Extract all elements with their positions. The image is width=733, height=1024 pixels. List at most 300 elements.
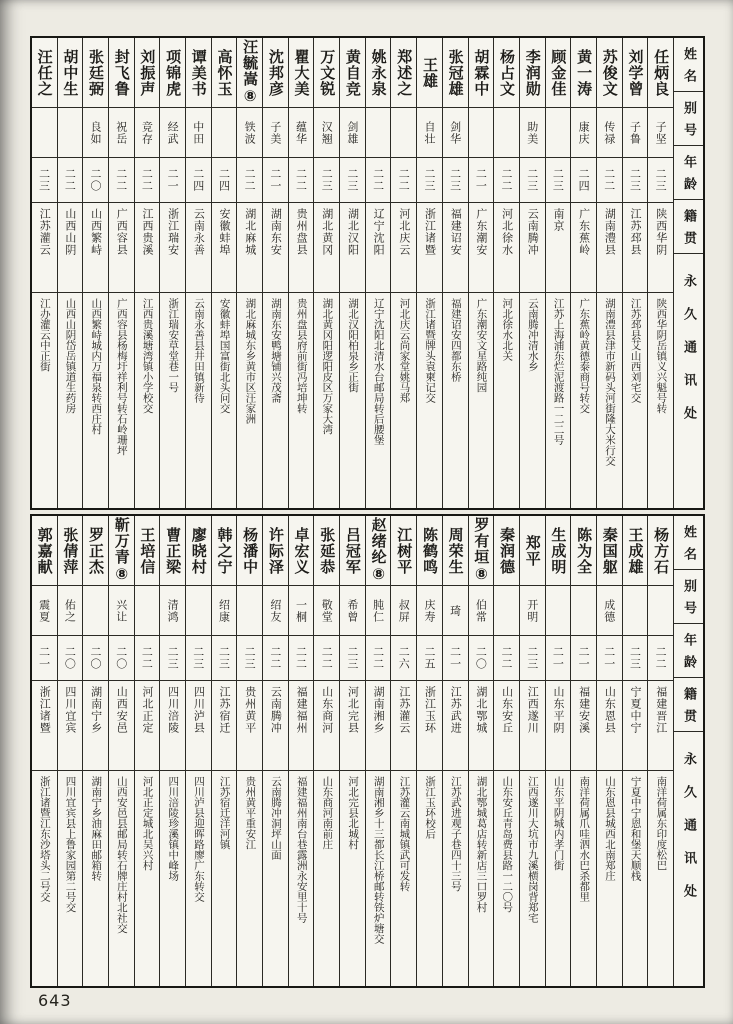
- header-native: 籍贯: [674, 678, 703, 732]
- person-name: 秦润德: [494, 516, 519, 586]
- person-name: 廖晓村: [186, 516, 211, 586]
- person-column: [108, 516, 134, 986]
- person-name: 曹正梁: [160, 516, 185, 586]
- person-native: 福建诏安: [443, 203, 468, 293]
- person-native: 江苏宿迁: [212, 681, 237, 771]
- person-native: 山东安丘: [494, 681, 519, 771]
- person-name: 黄自竞: [340, 38, 365, 108]
- person-alias: 叔屏: [391, 586, 416, 636]
- person-alias: 成德: [597, 586, 622, 636]
- person-age: 二一: [263, 158, 288, 203]
- person-age: 二二: [494, 158, 519, 203]
- person-name: 杨潘中: [237, 516, 262, 586]
- person-alias: 剑雄: [340, 108, 365, 158]
- person-alias: 康庆: [571, 108, 596, 158]
- person-column: [442, 516, 468, 986]
- person-name: 许际泽: [263, 516, 288, 586]
- person-age: 二三: [340, 636, 365, 681]
- person-address: 福建福州南台巷露洲永安里十号: [295, 776, 308, 923]
- person-column: [185, 516, 211, 986]
- person-name: 靳万青⑧: [109, 516, 134, 586]
- person-address: 浙江瑞安草堂巷一号: [167, 298, 180, 393]
- person-address: 江西贵溪塘湾镇小学校交: [141, 298, 154, 414]
- person-alias: 清鸿: [160, 586, 185, 636]
- person-age: 二三: [314, 158, 339, 203]
- person-native: 陕西华阴: [648, 203, 673, 293]
- person-column: [493, 38, 519, 508]
- person-age: 二二: [366, 636, 391, 681]
- person-alias: [212, 108, 237, 158]
- person-name: 封飞鲁: [109, 38, 134, 108]
- person-column: [442, 38, 468, 508]
- header-address: 永久通讯处: [681, 752, 696, 917]
- person-column: [596, 516, 622, 986]
- person-age: 二二: [366, 158, 391, 203]
- person-column: [365, 38, 391, 508]
- person-name: 苏俊文: [597, 38, 622, 108]
- person-address: 云南腾冲洞坪山面: [270, 776, 283, 860]
- person-address: 江西遂川大坑市九溪横岗背郑宅: [526, 776, 539, 923]
- person-alias: 祝岳: [109, 108, 134, 158]
- person-column: [493, 516, 519, 986]
- person-native: 浙江诸暨: [417, 203, 442, 293]
- person-age: 二三: [417, 158, 442, 203]
- person-column: [159, 516, 185, 986]
- person-native: 辽宁沈阳: [366, 203, 391, 293]
- person-alias: [648, 586, 673, 636]
- person-alias: [571, 586, 596, 636]
- person-column: [313, 516, 339, 986]
- person-name: 江树平: [391, 516, 416, 586]
- person-alias: 汉翘: [314, 108, 339, 158]
- person-address: 湖南湘乡十三都长江桥邮转铁炉塘交: [372, 776, 385, 944]
- person-alias: 铁波: [237, 108, 262, 158]
- person-alias: 子鲁: [623, 108, 648, 158]
- person-name: 王培信: [135, 516, 160, 586]
- person-name: 黄一涛: [571, 38, 596, 108]
- person-column: [622, 38, 648, 508]
- person-name: 张冠雄: [443, 38, 468, 108]
- person-address: 广东潮安文星路纯园: [475, 298, 488, 393]
- person-alias: [469, 108, 494, 158]
- person-address: 江苏宿迁洋河镇: [218, 776, 231, 850]
- person-column: [288, 38, 314, 508]
- person-age: 二三: [32, 158, 57, 203]
- person-address: 四川泸县迎晖路廖广东转交: [192, 776, 205, 902]
- person-name: 刘振声: [135, 38, 160, 108]
- person-alias: 伯常: [469, 586, 494, 636]
- person-native: 河北徐水: [494, 203, 519, 293]
- person-address: 河北徐水北关: [501, 298, 514, 361]
- person-column: [545, 516, 571, 986]
- person-alias: [366, 108, 391, 158]
- person-address: 贵州黄平重安江: [244, 776, 257, 850]
- person-alias: 佑之: [58, 586, 83, 636]
- person-alias: 琦: [443, 586, 468, 636]
- person-address: 四川宜宾县上鲁家园第二号交: [64, 776, 77, 913]
- person-name: 顾金佳: [546, 38, 571, 108]
- person-alias: 传禄: [597, 108, 622, 158]
- person-address: 浙江诸暨牌头袁柬记交: [424, 298, 437, 403]
- person-address: 江苏武进观子巷四十三号: [449, 776, 462, 892]
- person-column: [622, 516, 648, 986]
- person-address: 辽宁沈阳北清水台邮局转后腰堡: [372, 298, 385, 445]
- person-age: 二〇: [83, 158, 108, 203]
- person-column: [313, 38, 339, 508]
- person-alias: 自壮: [417, 108, 442, 158]
- person-name: 吕冠军: [340, 516, 365, 586]
- person-alias: [32, 108, 57, 158]
- person-column: [416, 38, 442, 508]
- person-age: 二二: [494, 636, 519, 681]
- person-native: 江苏邳县: [623, 203, 648, 293]
- person-alias: [83, 586, 108, 636]
- person-native: 湖北汉阳: [340, 203, 365, 293]
- person-column: [468, 38, 494, 508]
- person-name: 项锦虎: [160, 38, 185, 108]
- person-age: 二二: [289, 158, 314, 203]
- person-age: 二一: [597, 636, 622, 681]
- person-alias: 经武: [160, 108, 185, 158]
- person-column: [519, 516, 545, 986]
- person-age: 二一: [469, 158, 494, 203]
- header-alias: 别号: [674, 92, 703, 146]
- person-name: 罗正杰: [83, 516, 108, 586]
- person-alias: [494, 586, 519, 636]
- person-column: [32, 516, 57, 986]
- person-native: 贵州黄平: [237, 681, 262, 771]
- person-address: 湖北麻城东乡黄市区汪家洲: [244, 298, 257, 424]
- person-column: [365, 516, 391, 986]
- person-column: [647, 516, 673, 986]
- person-name: 高怀玉: [212, 38, 237, 108]
- person-alias: 希曾: [340, 586, 365, 636]
- person-age: 二三: [212, 636, 237, 681]
- person-age: 二二: [135, 636, 160, 681]
- person-name: 杨占文: [494, 38, 519, 108]
- person-native: 福建福州: [289, 681, 314, 771]
- person-alias: [494, 108, 519, 158]
- person-native: 广东蕉岭: [571, 203, 596, 293]
- person-age: 二三: [520, 158, 545, 203]
- person-age: 二三: [648, 158, 673, 203]
- person-name: 胡中生: [58, 38, 83, 108]
- person-age: 二四: [212, 158, 237, 203]
- person-native: 河北正定: [135, 681, 160, 771]
- person-age: 二一: [443, 636, 468, 681]
- person-column: [416, 516, 442, 986]
- person-address: 南洋荷属东印度松巴: [655, 776, 668, 871]
- person-native: 河北完县: [340, 681, 365, 771]
- person-name: 韩之宁: [212, 516, 237, 586]
- person-column: [108, 38, 134, 508]
- person-native: 云南腾冲: [263, 681, 288, 771]
- person-column: [390, 38, 416, 508]
- person-name: 周荣生: [443, 516, 468, 586]
- person-native: 江苏灌云: [32, 203, 57, 293]
- person-column: [339, 38, 365, 508]
- person-address: 山西繁峙城内万福泉转西庄村: [90, 298, 103, 435]
- person-alias: [135, 586, 160, 636]
- person-native: 云南永善: [186, 203, 211, 293]
- person-age: 二〇: [469, 636, 494, 681]
- person-column: [134, 516, 160, 986]
- person-column: [570, 516, 596, 986]
- person-name: 李润勋: [520, 38, 545, 108]
- person-address: 江苏灌云南城镇武可发转: [398, 776, 411, 892]
- header-native: 籍贯: [674, 200, 703, 254]
- person-address: 浙江玉环校后: [424, 776, 437, 839]
- person-native: 福建晋江: [648, 681, 673, 771]
- person-address: 山西山阴岱岳镇道生药房: [64, 298, 77, 414]
- person-name: 刘学曾: [623, 38, 648, 108]
- person-column: [211, 38, 237, 508]
- person-age: 二二: [237, 158, 262, 203]
- person-name: 姚永泉: [366, 38, 391, 108]
- person-age: 二二: [135, 158, 160, 203]
- header-column: [673, 38, 703, 508]
- person-native: 湖南东安: [263, 203, 288, 293]
- person-column: [570, 38, 596, 508]
- person-name: 汪毓嵩⑧: [237, 38, 262, 108]
- person-column: [262, 516, 288, 986]
- header-age: 年龄: [674, 146, 703, 200]
- header-column: [673, 516, 703, 986]
- person-address: 云南腾冲清水乡: [526, 298, 539, 372]
- person-name: 汪任之: [32, 38, 57, 108]
- person-age: 二一: [160, 158, 185, 203]
- person-column: [57, 38, 83, 508]
- person-age: 二二: [109, 158, 134, 203]
- person-native: 安徽蚌埠: [212, 203, 237, 293]
- person-name: 王成雄: [623, 516, 648, 586]
- person-age: 二一: [571, 636, 596, 681]
- person-native: 湖南湘乡: [366, 681, 391, 771]
- person-column: [134, 38, 160, 508]
- person-native: 广东潮安: [469, 203, 494, 293]
- person-name: 瞿大美: [289, 38, 314, 108]
- person-alias: 敬堂: [314, 586, 339, 636]
- person-address: 山东平阴城内孝门街: [552, 776, 565, 871]
- person-address: 河北完县北城村: [347, 776, 360, 850]
- person-alias: 良如: [83, 108, 108, 158]
- person-age: 二〇: [58, 636, 83, 681]
- person-address: 宁夏中宁恩和堡天顺栈: [629, 776, 642, 881]
- person-alias: 开明: [520, 586, 545, 636]
- person-name: 杨方石: [648, 516, 673, 586]
- person-column: [236, 38, 262, 508]
- person-age: 二二: [58, 158, 83, 203]
- person-age: 二六: [391, 636, 416, 681]
- person-address: 河北正定城北吴兴村: [141, 776, 154, 871]
- person-native: 山东商河: [314, 681, 339, 771]
- person-alias: [186, 586, 211, 636]
- person-alias: 助美: [520, 108, 545, 158]
- person-name: 谭美书: [186, 38, 211, 108]
- person-alias: 一桐: [289, 586, 314, 636]
- person-age: 二二: [314, 636, 339, 681]
- person-address: 福建诏安四都东桥: [449, 298, 462, 382]
- person-alias: [391, 108, 416, 158]
- person-age: 二二: [263, 636, 288, 681]
- person-age: 二三: [186, 636, 211, 681]
- person-column: [82, 38, 108, 508]
- person-age: 二三: [520, 636, 545, 681]
- person-age: 二二: [648, 636, 673, 681]
- person-native: 河北庆云: [391, 203, 416, 293]
- person-address: 山西安邑县邮局转石牌庄村北社交: [115, 776, 128, 934]
- header-age: 年龄: [674, 624, 703, 678]
- person-name: 张延恭: [314, 516, 339, 586]
- person-alias: 蕴华: [289, 108, 314, 158]
- person-age: 二〇: [83, 636, 108, 681]
- person-native: 山西安邑: [109, 681, 134, 771]
- person-native: 宁夏中宁: [623, 681, 648, 771]
- person-address: 四川涪陵珍溪镇中峰场: [167, 776, 180, 881]
- person-address: 安徽蚌埠国富街北头问交: [218, 298, 231, 414]
- person-name: 郭嘉献: [32, 516, 57, 586]
- person-alias: 肫仁: [366, 586, 391, 636]
- person-column: [545, 38, 571, 508]
- person-alias: 庆寿: [417, 586, 442, 636]
- person-native: 湖南澧县: [597, 203, 622, 293]
- person-native: 湖北麻城: [237, 203, 262, 293]
- header-alias: 别号: [674, 570, 703, 624]
- person-name: 陈为全: [571, 516, 596, 586]
- person-name: 生成明: [546, 516, 571, 586]
- person-name: 赵绪纶⑧: [366, 516, 391, 586]
- person-age: 二〇: [109, 636, 134, 681]
- person-name: 郑平: [520, 516, 545, 586]
- person-age: 二四: [571, 158, 596, 203]
- person-age: 二三: [160, 636, 185, 681]
- person-native: 山西山阴: [58, 203, 83, 293]
- person-address: 江办灌云中正街: [38, 298, 51, 372]
- person-native: 湖南宁乡: [83, 681, 108, 771]
- person-name: 郑述之: [391, 38, 416, 108]
- person-age: 二一: [32, 636, 57, 681]
- person-alias: 子美: [263, 108, 288, 158]
- person-column: [57, 516, 83, 986]
- person-column: [211, 516, 237, 986]
- person-address: 广东蕉岭黄德泰商号转交: [578, 298, 591, 414]
- person-address: 湖北黄冈阳逻阳皮区万家大湾: [321, 298, 334, 435]
- person-address: 山东恩县城西北南郑庄: [603, 776, 616, 881]
- person-age: 二三: [340, 158, 365, 203]
- header-name: 姓名: [674, 38, 703, 92]
- person-alias: 绍康: [212, 586, 237, 636]
- person-age: 二二: [391, 158, 416, 203]
- person-name: 陈鹤鸣: [417, 516, 442, 586]
- person-native: 云南腾冲: [520, 203, 545, 293]
- person-native: 四川涪陵: [160, 681, 185, 771]
- person-native: 贵州盘县: [289, 203, 314, 293]
- person-name: 胡霖中: [469, 38, 494, 108]
- directory-table-bottom: [30, 514, 705, 988]
- person-alias: 绍友: [263, 586, 288, 636]
- person-age: 二三: [546, 158, 571, 203]
- person-alias: 剑华: [443, 108, 468, 158]
- person-alias: 子坚: [648, 108, 673, 158]
- person-alias: [237, 586, 262, 636]
- header-address: 永久通讯处: [681, 274, 696, 439]
- person-column: [596, 38, 622, 508]
- person-age: 二五: [417, 636, 442, 681]
- person-age: 二二: [597, 158, 622, 203]
- person-age: 二三: [623, 158, 648, 203]
- person-column: [262, 38, 288, 508]
- person-native: 山西繁峙: [83, 203, 108, 293]
- person-address: 山东商河南前庄: [321, 776, 334, 850]
- person-native: 浙江诸暨: [32, 681, 57, 771]
- person-age: 二一: [546, 636, 571, 681]
- person-address: 河北庆云尚家堂姚马郑: [398, 298, 411, 403]
- person-native: 湖北黄冈: [314, 203, 339, 293]
- person-age: 二三: [237, 636, 262, 681]
- person-column: [82, 516, 108, 986]
- person-alias: 中田: [186, 108, 211, 158]
- person-native: 湖北鄂城: [469, 681, 494, 771]
- person-address: 云南永善县井田镇新待: [192, 298, 205, 403]
- person-native: 江西遂川: [520, 681, 545, 771]
- person-name: 张廷弼: [83, 38, 108, 108]
- person-address: 湖北汉阳柏泉乡正街: [347, 298, 360, 393]
- person-alias: [546, 108, 571, 158]
- person-column: [519, 38, 545, 508]
- person-address: 贵州盘县府前街冯培坤转: [295, 298, 308, 414]
- person-address: 江苏上海浦东烂泥渡路一二二号: [552, 298, 565, 445]
- person-address: 湖北鄂城葛店转新店三口罗村: [475, 776, 488, 913]
- person-column: [647, 38, 673, 508]
- page-number: 643: [38, 991, 72, 1010]
- person-native: 江西贵溪: [135, 203, 160, 293]
- person-address: 湖南宁乡油麻田邮箱转: [90, 776, 103, 881]
- person-alias: [546, 586, 571, 636]
- person-name: 王雄: [417, 38, 442, 108]
- person-address: 浙江诸暨江东沙塔头二号交: [38, 776, 51, 902]
- person-native: 浙江玉环: [417, 681, 442, 771]
- person-address: 广西容县杨梅圩祥利号转石岭珊坪: [115, 298, 128, 456]
- person-age: 二四: [186, 158, 211, 203]
- person-name: 任炳良: [648, 38, 673, 108]
- person-native: 广西容县: [109, 203, 134, 293]
- person-native: 四川泸县: [186, 681, 211, 771]
- person-address: 湖南东安鸭塘铺兴茂斋: [270, 298, 283, 403]
- person-name: 卓宏义: [289, 516, 314, 586]
- person-column: [236, 516, 262, 986]
- person-native: 山东平阴: [546, 681, 571, 771]
- person-alias: [623, 586, 648, 636]
- person-alias: [58, 108, 83, 158]
- person-address: 陕西华阴岳镇义兴魁号转: [655, 298, 668, 414]
- person-native: 南京: [546, 203, 571, 293]
- person-native: 江苏灌云: [391, 681, 416, 771]
- person-column: [390, 516, 416, 986]
- person-address: 湖南澧县津市新码头河街隆大米行交: [603, 298, 616, 466]
- person-native: 山东恩县: [597, 681, 622, 771]
- person-column: [159, 38, 185, 508]
- person-name: 沈邦彦: [263, 38, 288, 108]
- header-name: 姓名: [674, 516, 703, 570]
- person-column: [339, 516, 365, 986]
- person-name: 罗有垣⑧: [469, 516, 494, 586]
- person-address: 山东安丘青岛费县路一二〇号: [501, 776, 514, 913]
- person-name: 秦国躯: [597, 516, 622, 586]
- person-native: 四川宜宾: [58, 681, 83, 771]
- person-age: 二三: [623, 636, 648, 681]
- person-column: [288, 516, 314, 986]
- person-column: [32, 38, 57, 508]
